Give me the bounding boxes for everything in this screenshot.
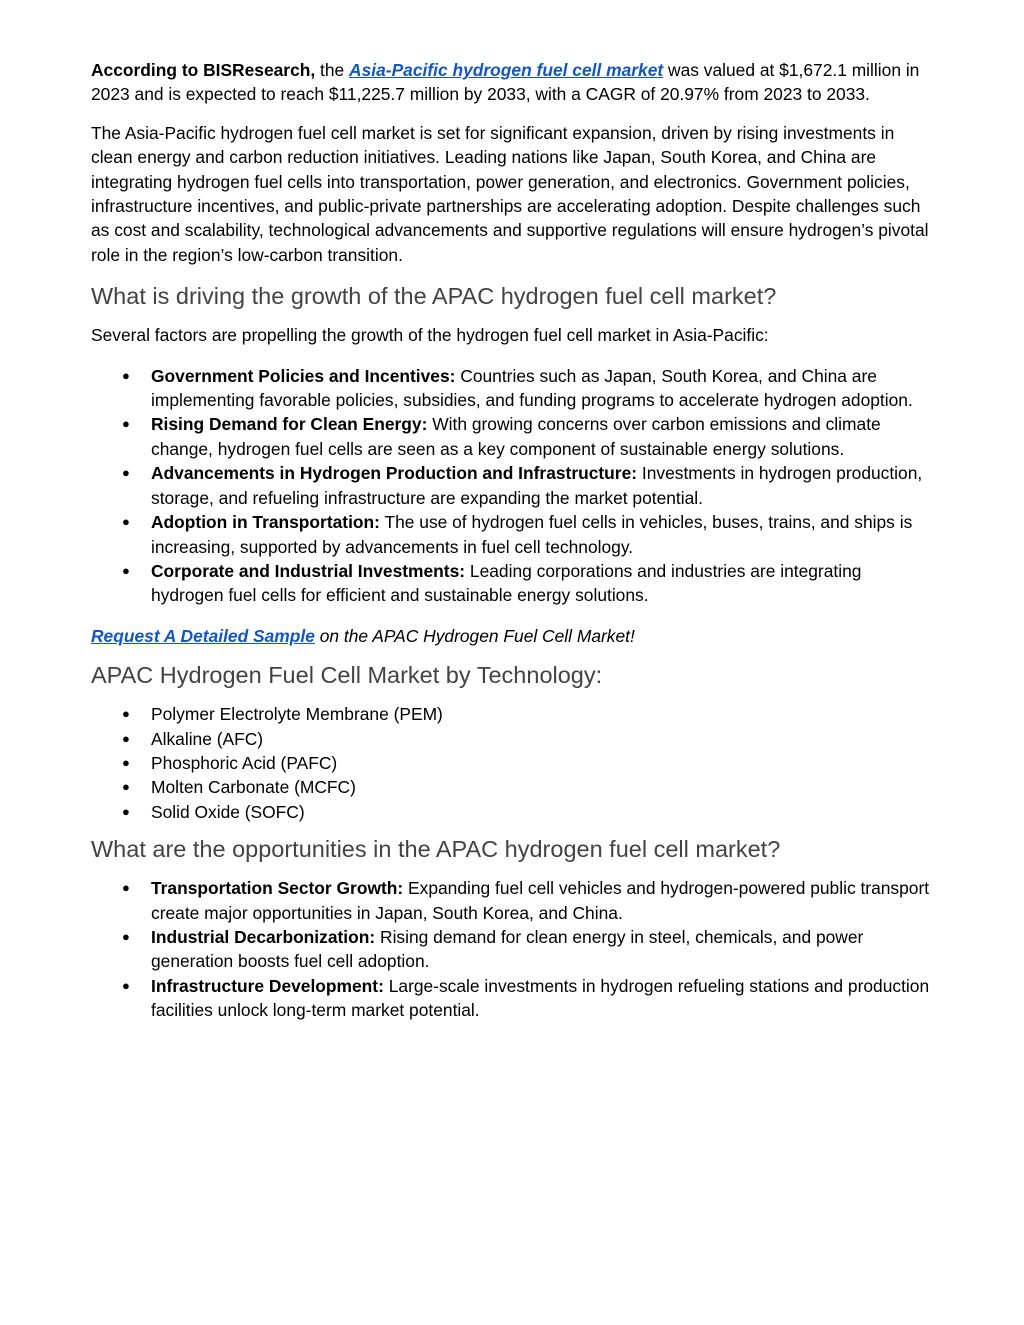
intro-text-before-link: the bbox=[315, 60, 350, 80]
intro-text-after-link: was valued at $1,672.1 million in 2023 and is expected to reach $11,225.7 million by 2033, with a CAGR of 20.97% from 2023 to 2033. bbox=[91, 60, 920, 105]
list-item bbox=[91, 775, 931, 799]
overview-paragraph: The Asia-Pacific hydrogen fuel cell market is set for significant expansion, driven by rising investments in clean energy and carbon reduction initiatives. Leading nations like Japan, South Korea, and China are integrating hydrogen fuel cells into transportation, power generation, and electronics. Government policies, infrastructure incentives, and public-private partnerships are accelerating adoption. Despite challenges such as cost and scalability, technological advancements and supportive regulations will ensure hydrogen’s pivotal role in the region’s low-carbon transition. bbox=[91, 122, 929, 265]
list-item bbox=[91, 461, 931, 510]
bullet: ● bbox=[122, 977, 130, 993]
item-text: Molten Carbonate (MCFC) bbox=[151, 777, 356, 798]
item-text: Countries such as Japan, South Korea, and China are implementing favorable policies, subsidies, and funding programs to accelerate hydrogen adoption. bbox=[151, 365, 913, 411]
bullet: ● bbox=[122, 754, 130, 770]
request-sample-link[interactable]: Request A Detailed Sample bbox=[91, 625, 315, 646]
item-text: Leading corporations and industries are integrating hydrogen fuel cells for efficient and sustainable energy solutions. bbox=[151, 560, 862, 606]
item-title: Corporate and Industrial Investments: bbox=[151, 560, 466, 581]
item-title: Transportation Sector Growth: bbox=[151, 878, 404, 899]
sample-request-text: on the APAC Hydrogen Fuel Cell Market! bbox=[314, 625, 635, 646]
bullet: ● bbox=[122, 730, 130, 746]
opportunities-list bbox=[91, 876, 931, 1022]
bullet: ● bbox=[122, 706, 130, 722]
item-text: Alkaline (AFC) bbox=[151, 728, 264, 749]
bullet: ● bbox=[122, 928, 130, 944]
document-page bbox=[91, 58, 931, 1023]
sample-request-line bbox=[91, 624, 931, 648]
bullet: ● bbox=[122, 514, 130, 530]
item-title: Rising Demand for Clean Energy: bbox=[151, 414, 428, 435]
item-title: Adoption in Transportation: bbox=[151, 512, 380, 533]
list-item bbox=[91, 364, 931, 413]
item-title: Advancements in Hydrogen Production and Infrastructure: bbox=[151, 463, 638, 484]
driving-factors-list bbox=[91, 364, 931, 608]
intro-paragraph bbox=[91, 58, 931, 107]
list-item bbox=[91, 974, 931, 1023]
list-item bbox=[91, 702, 931, 726]
list-item bbox=[91, 510, 931, 559]
bullet: ● bbox=[122, 779, 130, 795]
bullet: ● bbox=[122, 416, 130, 432]
item-text: Rising demand for clean energy in steel, chemicals, and power generation boosts fuel cell adoption. bbox=[151, 926, 864, 972]
list-item bbox=[91, 751, 931, 775]
driving-heading: What is driving the growth of the APAC hydrogen fuel cell market? bbox=[91, 283, 777, 310]
bullet: ● bbox=[122, 465, 130, 481]
list-item bbox=[91, 412, 931, 461]
item-text: Investments in hydrogen production, storage, and refueling infrastructure are expanding the market potential. bbox=[151, 463, 923, 508]
item-title: Industrial Decarbonization: bbox=[151, 926, 376, 947]
technology-list bbox=[91, 702, 931, 824]
bullet: ● bbox=[122, 880, 130, 896]
bullet: ● bbox=[122, 803, 130, 819]
item-text: Large-scale investments in hydrogen refueling stations and production facilities unlock long-term market potential. bbox=[151, 975, 930, 1021]
list-item bbox=[91, 800, 931, 824]
market-report-link[interactable]: Asia-Pacific hydrogen fuel cell market bbox=[349, 60, 664, 80]
list-item bbox=[91, 876, 931, 925]
item-text: With growing concerns over carbon emissions and climate change, hydrogen fuel cells are seen as a key component of sustainable energy solutions. bbox=[151, 414, 881, 459]
item-title: Infrastructure Development: bbox=[151, 975, 384, 996]
item-title: Government Policies and Incentives: bbox=[151, 365, 456, 386]
intro-lead: According to BISResearch, bbox=[91, 60, 316, 80]
bullet: ● bbox=[122, 367, 130, 383]
technology-heading: APAC Hydrogen Fuel Cell Market by Technology: bbox=[91, 662, 603, 689]
item-text: Phosphoric Acid (PAFC) bbox=[151, 752, 338, 773]
item-text: Expanding fuel cell vehicles and hydrogen-powered public transport create major opportunities in Japan, South Korea, and China. bbox=[151, 878, 930, 923]
bullet: ● bbox=[122, 562, 130, 578]
list-item bbox=[91, 727, 931, 751]
list-item bbox=[91, 925, 931, 974]
driving-lead: Several factors are propelling the growth of the hydrogen fuel cell market in Asia-Pacific: bbox=[91, 325, 769, 346]
opportunities-heading: What are the opportunities in the APAC hydrogen fuel cell market? bbox=[91, 836, 781, 863]
list-item bbox=[91, 559, 931, 608]
item-text: Polymer Electrolyte Membrane (PEM) bbox=[151, 704, 443, 725]
item-text: The use of hydrogen fuel cells in vehicles, buses, trains, and ships is increasing, supported by advancements in fuel cell technology. bbox=[151, 512, 913, 557]
item-text: Solid Oxide (SOFC) bbox=[151, 801, 305, 822]
